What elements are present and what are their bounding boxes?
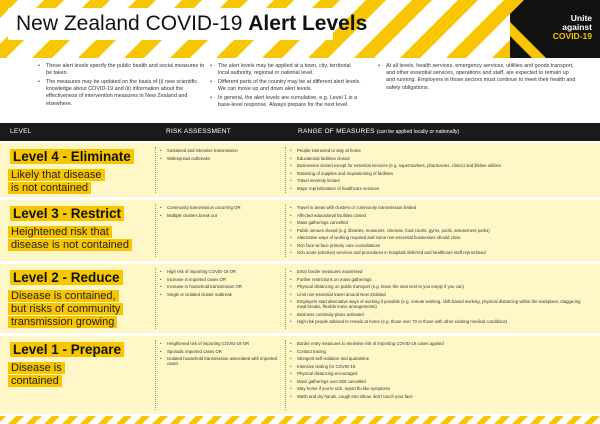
hazard-stripe: [224, 416, 240, 424]
hazard-stripe: [422, 416, 438, 424]
header-level: LEVEL: [10, 128, 32, 135]
measure-item: • Mass gatherings cancelled: [290, 220, 590, 225]
intro-column-3: [378, 63, 578, 93]
level-desc-line: Likely that disease: [8, 169, 105, 181]
risk-list: [160, 341, 280, 369]
level-title-text: Level 3 - Restrict: [10, 206, 124, 221]
measure-item: • Border entry measures to minimise risk of importing COVID-19 cases applied: [290, 341, 590, 346]
hazard-stripe: [314, 416, 330, 424]
measure-item: • Limit non-essential travel around New Zealand: [290, 292, 590, 297]
risk-item: • Widespread outbreaks: [160, 156, 280, 161]
hazard-stripe: [368, 416, 384, 424]
logo-line-3: COVID-19: [552, 31, 592, 41]
level-description: [8, 169, 105, 195]
hazard-stripe: [584, 416, 600, 424]
hazard-stripe: [350, 416, 366, 424]
intro-column-1: [38, 63, 206, 109]
header-measures-note: (can be applied locally or nationally): [376, 129, 460, 135]
hazard-stripe: [26, 416, 42, 424]
intro-section: [0, 63, 600, 118]
column-divider: [285, 340, 286, 410]
level-desc-line: transmission growing: [8, 316, 117, 328]
hazard-stripe: [278, 416, 294, 424]
measure-item: • Stay home if you're sick, report flu-like symptoms: [290, 386, 590, 391]
column-divider: [155, 340, 156, 410]
measures-list: [290, 148, 590, 193]
intro-point: • At all levels, health services, emergency services, utilities and goods transport, and other essential services, operations and staff, are expected to remain up and running. Employers in those sectors must continue to meet their health and safety obligations.: [378, 63, 578, 92]
logo-text: [553, 14, 592, 41]
hazard-stripe: [62, 416, 78, 424]
measure-item: • Travel severely limited: [290, 178, 590, 183]
measure-item: • Employers start alternative ways of working if possible (e.g. remote working, shift-based working, physical distancing within the workplace, staggering meal breaks, flexible leave arrangements): [290, 299, 590, 309]
hazard-stripe: [386, 416, 402, 424]
header-banner: [0, 0, 600, 58]
column-divider: [155, 204, 156, 257]
header-measures-label: RANGE OF MEASURES: [298, 128, 375, 135]
level-title: [10, 342, 124, 357]
measures-list: [290, 205, 590, 258]
hazard-stripe: [206, 416, 222, 424]
hazard-stripe: [404, 416, 420, 424]
risk-item: • Single or isolated cluster outbreak: [160, 292, 280, 297]
level-description: [8, 362, 65, 388]
risk-item: • Heightened risk of importing COVID-19 OR: [160, 341, 280, 346]
intro-point: • These alert levels specify the public health and social measures to be taken.: [38, 63, 206, 77]
measure-item: • People instructed to stay at home: [290, 148, 590, 153]
risk-item: • Increase in imported cases OR: [160, 277, 280, 282]
header-measures: [298, 128, 459, 135]
hazard-stripe: [512, 416, 528, 424]
column-divider: [285, 268, 286, 329]
level-title: [10, 270, 123, 285]
measure-item: • Physical distancing on public transport (e.g. leave the seat next to you empty if you can): [290, 284, 590, 289]
title-prefix: New Zealand COVID-19: [16, 12, 249, 35]
header-risk: RISK ASSESSMENT: [166, 128, 231, 135]
column-divider: [155, 268, 156, 329]
hazard-stripe: [296, 416, 312, 424]
level-title-text: Level 1 - Prepare: [10, 342, 124, 357]
column-divider: [285, 147, 286, 193]
level-desc-line: Disease is: [8, 362, 65, 374]
level-row-2: [0, 264, 600, 333]
measure-item: • Intensive testing for COVID-19: [290, 364, 590, 369]
hazard-stripe: [494, 416, 510, 424]
title-bold: Alert Levels: [248, 12, 368, 35]
risk-item: • Multiple clusters break out: [160, 213, 280, 218]
hazard-stripe: [260, 416, 276, 424]
intro-point: • Different parts of the country may be at different alert levels. We can move up and down alert levels.: [210, 79, 362, 93]
measure-item: • Mass gatherings over 500 cancelled: [290, 379, 590, 384]
risk-item: • Increase in household transmission OR: [160, 284, 280, 289]
hazard-stripe: [566, 416, 582, 424]
risk-item: • Sustained and intensive transmission: [160, 148, 280, 153]
level-row-3: [0, 200, 600, 261]
intro-point: • In general, the alert levels are cumulative, e.g. Level 1 is a base-level response. Always prepare for the next level.: [210, 95, 362, 109]
intro-point: • The measures may be updated on the basis of (i) new scientific knowledge about COVID-19 and (ii) information about the effectiveness of intervention measures in New Zealand and elsewhere.: [38, 79, 206, 108]
hazard-stripe: [134, 416, 150, 424]
level-description: [8, 226, 132, 252]
table-header: [0, 123, 600, 141]
measure-item: • Alternative ways of working required and some non-essential businesses should close: [290, 235, 590, 240]
page-title: [16, 11, 367, 37]
level-title: [10, 206, 124, 221]
measure-item: • Entry border measures maximised: [290, 269, 590, 274]
measure-item: • Physical distancing encouraged: [290, 371, 590, 376]
hazard-stripe: [44, 416, 60, 424]
measures-list: [290, 269, 590, 327]
level-row-4: [0, 143, 600, 197]
measure-item: • Further restrictions on mass gatherings: [290, 277, 590, 282]
measure-item: • Wash and dry hands, cough into elbow, don't touch your face: [290, 394, 590, 399]
logo-line-2: against: [562, 22, 592, 32]
level-desc-line: Disease is contained,: [8, 290, 119, 302]
unite-against-covid-logo: [510, 0, 600, 58]
risk-list: [160, 269, 280, 299]
hazard-stripe: [116, 416, 132, 424]
measure-item: • Public venues closed (e.g. libraries, museums, cinemas, food courts, gyms, pools, amusement parks): [290, 228, 590, 233]
level-title-text: Level 4 - Eliminate: [10, 149, 134, 164]
hazard-stripe: [152, 416, 168, 424]
measure-item: • Major reprioritisation of healthcare services: [290, 186, 590, 191]
intro-point: • The alert levels may be applied at a town, city, territorial local authority, regional or national level.: [210, 63, 362, 77]
level-description: [8, 290, 123, 329]
column-divider: [285, 204, 286, 257]
level-desc-line: disease is not contained: [8, 239, 132, 251]
logo-line-1: Unite: [570, 13, 592, 23]
measure-item: • Businesses closed except for essential services (e.g. supermarkets, pharmacies, clinics) and lifeline utilities: [290, 163, 590, 168]
hazard-stripe: [440, 416, 456, 424]
hazard-stripe: [188, 416, 204, 424]
measure-item: • Non acute (elective) services and procedures in hospitals deferred and healthcare staff reprioritised: [290, 250, 590, 255]
measure-item: • Rationing of supplies and requisitioning of facilities: [290, 171, 590, 176]
risk-list: [160, 205, 280, 220]
measure-item: • Stringent self-isolation and quarantine: [290, 356, 590, 361]
level-title-text: Level 2 - Reduce: [10, 270, 123, 285]
measure-item: • Travel in areas with clusters or community transmission limited: [290, 205, 590, 210]
measure-item: • Affected educational facilities closed: [290, 213, 590, 218]
risk-item: • Isolated household transmission associated with imported cases: [160, 356, 280, 366]
hazard-stripe: [332, 416, 348, 424]
level-desc-line: contained: [8, 375, 62, 387]
column-divider: [155, 147, 156, 193]
level-row-1: [0, 336, 600, 414]
risk-list: [160, 148, 280, 163]
level-desc-line: but risks of community: [8, 303, 123, 315]
measures-list: [290, 341, 590, 401]
risk-item: • Community transmission occurring OR: [160, 205, 280, 210]
level-title: [10, 149, 134, 164]
measure-item: • Contact tracing: [290, 349, 590, 354]
bottom-hazard-stripes: [0, 416, 600, 424]
intro-column-2: [210, 63, 362, 111]
hazard-stripe: [8, 416, 24, 424]
hazard-stripe: [242, 416, 258, 424]
hazard-stripe: [548, 416, 564, 424]
hazard-stripe: [0, 416, 6, 424]
hazard-stripe: [170, 416, 186, 424]
risk-item: • Sporadic imported cases OR: [160, 349, 280, 354]
measure-item: • Educational facilities closed: [290, 156, 590, 161]
risk-item: • High risk of importing COVID-19 OR: [160, 269, 280, 274]
hazard-stripe: [98, 416, 114, 424]
hazard-stripe: [530, 416, 546, 424]
measure-item: • Business continuity plans activated: [290, 312, 590, 317]
hazard-stripe: [476, 416, 492, 424]
hazard-stripe: [458, 416, 474, 424]
measure-item: • Non face-to-face primary care consultations: [290, 243, 590, 248]
hazard-stripe: [80, 416, 96, 424]
level-desc-line: Heightened risk that: [8, 226, 112, 238]
level-desc-line: is not contained: [8, 182, 91, 194]
measure-item: • High-risk people advised to remain at home (e.g. those over 70 or those with other existing medical conditions): [290, 319, 590, 324]
